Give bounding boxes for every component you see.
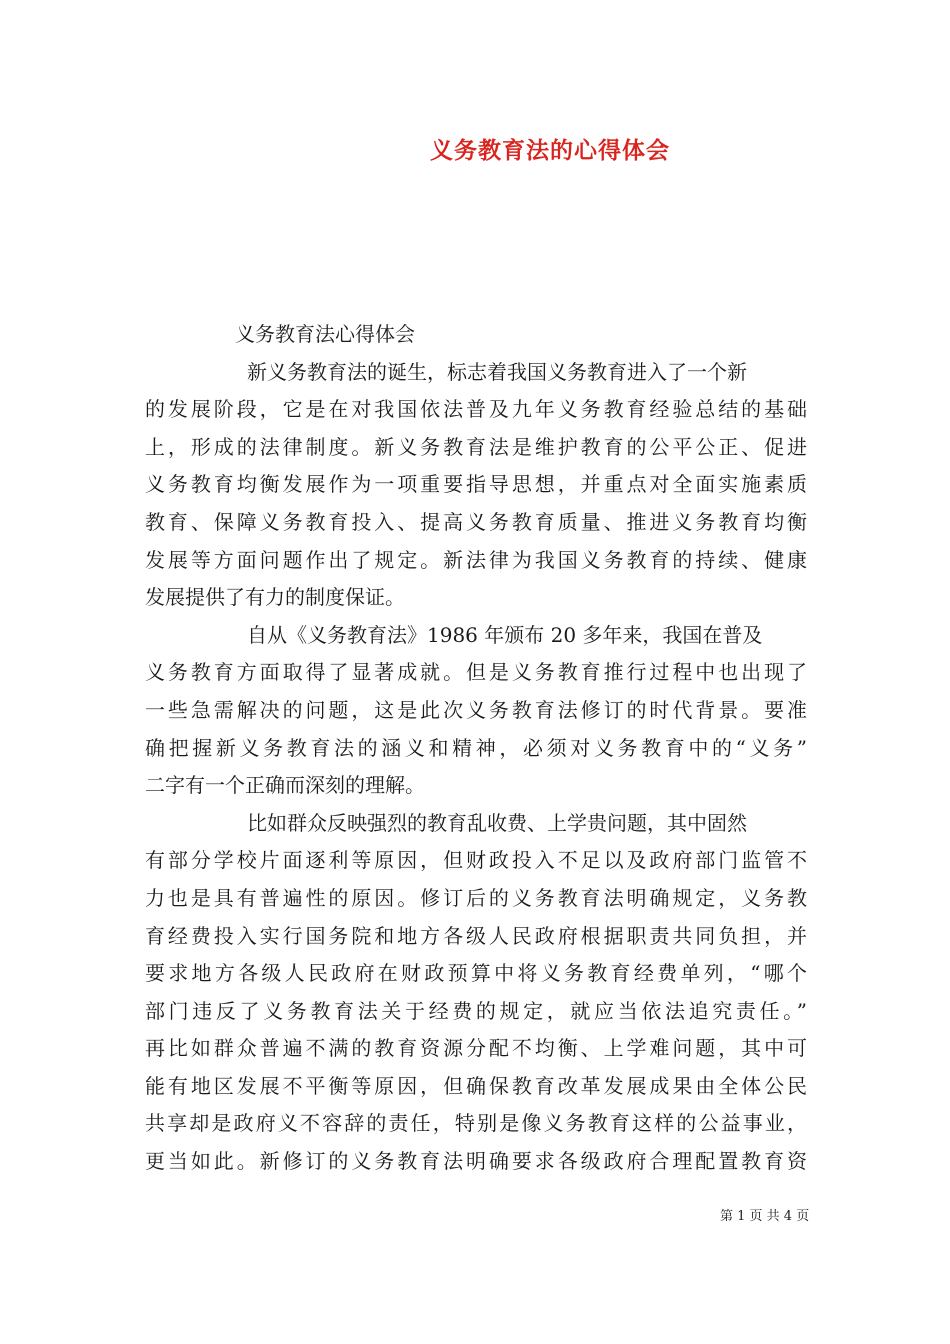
paragraph-line: 要求地方各级人民政府在财政预算中将义务教育经费单列，“哪个 <box>145 961 807 986</box>
paragraph-line: 义务教育均衡发展作为一项重要指导思想，并重点对全面实施素质 <box>145 472 807 497</box>
paragraph-line: 义务教育方面取得了显著成就。但是义务教育推行过程中也出现了 <box>145 660 807 685</box>
paragraph-line: 二字有一个正确而深刻的理解。 <box>145 773 425 798</box>
page-title: 义务教育法的心得体会 <box>430 137 670 164</box>
paragraph-line: 共享却是政府义不容辞的责任，特别是像义务教育这样的公益事业， <box>145 1111 807 1136</box>
paragraph-line: 能有地区发展不平衡等原因，但确保教育改革发展成果由全体公民 <box>145 1073 807 1098</box>
paragraph-line: 发展提供了有力的制度保证。 <box>145 585 405 610</box>
paragraph-line: 确把握新义务教育法的涵义和精神，必须对义务教育中的“义务” <box>145 735 807 760</box>
paragraph-line: 比如群众反映强烈的教育乱收费、上学贵问题，其中固然 <box>247 810 747 835</box>
paragraph-line: 力也是具有普遍性的原因。修订后的义务教育法明确规定，义务教 <box>145 885 807 910</box>
paragraph-line: 的发展阶段，它是在对我国依法普及九年义务教育经验总结的基础 <box>145 397 807 422</box>
paragraph-line: 自从《义务教育法》1986 年颁布 20 多年来，我国在普及 <box>247 622 763 647</box>
paragraph-2 <box>145 617 807 805</box>
paragraph-line: 教育、保障义务教育投入、提高义务教育质量、推进义务教育均衡 <box>145 509 807 534</box>
paragraph-line: 更当如此。新修订的义务教育法明确要求各级政府合理配置教育资 <box>145 1149 807 1174</box>
paragraph-line: 再比如群众普遍不满的教育资源分配不均衡、上学难问题，其中可 <box>145 1036 807 1061</box>
page-footer: 第 1 页 共 4 页 <box>720 1209 810 1224</box>
document-body <box>145 316 807 1181</box>
paragraph-line: 一些急需解决的问题，这是此次义务教育法修订的时代背景。要准 <box>145 697 807 722</box>
paragraph-line: 上，形成的法律制度。新义务教育法是维护教育的公平公正、促进 <box>145 434 807 459</box>
paragraph-line: 发展等方面问题作出了规定。新法律为我国义务教育的持续、健康 <box>145 547 807 572</box>
paragraph-line: 育经费投入实行国务院和地方各级人民政府根据职责共同负担，并 <box>145 923 807 948</box>
paragraph-line: 新义务教育法的诞生，标志着我国义务教育进入了一个新 <box>247 359 747 384</box>
paragraph-1 <box>145 354 807 617</box>
paragraph-3 <box>145 805 807 1181</box>
paragraph-line: 有部分学校片面逐利等原因，但财政投入不足以及政府部门监管不 <box>145 848 807 873</box>
document-subtitle: 义务教育法心得体会 <box>235 322 415 346</box>
paragraph-line: 部门违反了义务教育法关于经费的规定，就应当依法追究责任。” <box>145 998 807 1023</box>
